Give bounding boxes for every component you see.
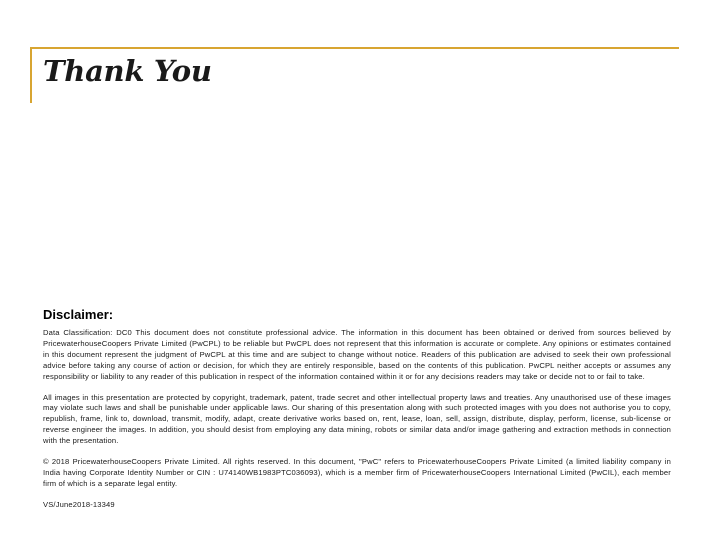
accent-line-horizontal [30,47,679,49]
disclaimer-paragraph-copyright: © 2018 PricewaterhouseCoopers Private Limited. All rights reserved. In this document, "PwC" refers to PricewaterhouseCoopers Private Limited (a limited liability company in India having Corporate Identity Number or CIN : U74140WB1983PTC036093), which is a member firm of PricewaterhouseCoopers International Limited (PwCIL), each member firm of which is a separate legal entity. [43,457,671,488]
disclaimer-heading: Disclaimer: [43,307,114,322]
slide-title: Thank You [43,54,212,88]
disclaimer-paragraph-data-classification: Data Classification: DC0 This document does not constitute professional advice. The information in this document has been obtained or derived from sources believed by PricewaterhouseCoopers Private Limited (PwCPL) to be reliable but PwCPL does not represent that this information is accurate or complete. Any opinions or estimates contained in this document represent the judgment of PwCPL at this time and are subject to change without notice. Readers of this publication are advised to seek their own professional advice before taking any course of action or decision, for which they are entirely responsible, based on the contents of this publication. PwCPL neither accepts or assumes any responsibility or liability to any reader of this publication in respect of the information contained within it or for any decisions readers may take or decide not to or fail to take. [43,328,671,381]
disclaimer-section [43,307,671,511]
accent-line-vertical [30,47,32,103]
disclaimer-paragraph-images: All images in this presentation are protected by copyright, trademark, patent, trade secret and other intellectual property laws and treaties. Any unauthorised use of these images may violate such laws and shall be punishable under applicable laws. Our sharing of this presentation along with such protected images with you does not authorise you to copy, republish, frame, link to, download, transmit, modify, adapt, create derivative works based on, rent, lease, loan, sell, assign, distribute, display, perform, license, sub-license or reverse engineer the images. In addition, you should desist from employing any data mining, robots or similar data and/or image gathering and extraction methods in connection with the presentation. [43,392,671,446]
document-reference: VS/June2018-13349 [43,499,115,509]
